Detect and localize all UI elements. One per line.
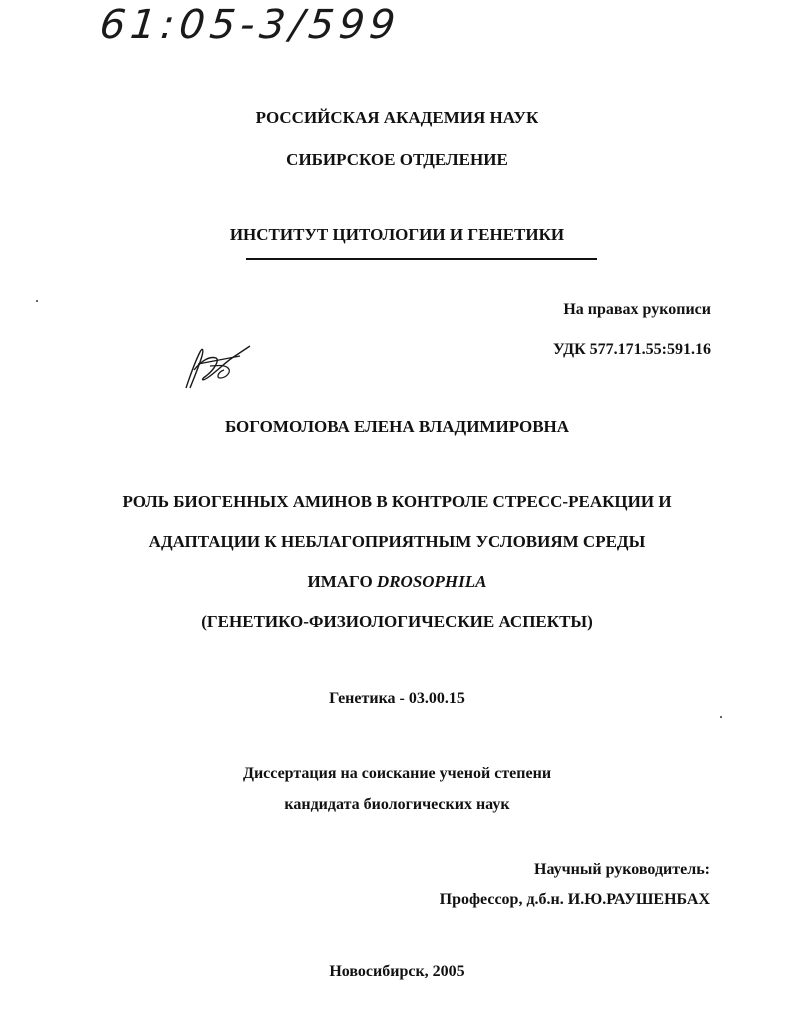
- archive-code-handwritten: 61:05-3/599: [97, 2, 403, 48]
- title-line-4: (ГЕНЕТИКО-ФИЗИОЛОГИЧЕСКИЕ АСПЕКТЫ): [201, 612, 593, 631]
- title-line-3-prefix: ИМАГО: [307, 572, 377, 591]
- scan-speck: [720, 716, 722, 718]
- institute-underline: [246, 258, 597, 260]
- udc-code: УДК 577.171.55:591.16: [552, 341, 711, 358]
- city-year: Новосибирск, 2005: [329, 963, 465, 980]
- degree-line-1: Диссертация на соискание ученой степени: [242, 765, 552, 782]
- supervisor-label: Научный руководитель:: [534, 861, 710, 878]
- title-line-2: АДАПТАЦИИ К НЕБЛАГОПРИЯТНЫМ УСЛОВИЯМ СРЕДЫ: [148, 532, 646, 551]
- scan-speck: [36, 300, 38, 302]
- supervisor-name: Профессор, д.б.н. И.Ю.РАУШЕНБАХ: [439, 891, 710, 908]
- title-line-1: РОЛЬ БИОГЕННЫХ АМИНОВ В КОНТРОЛЕ СТРЕСС-РЕАКЦИИ И: [122, 492, 672, 511]
- institute-name: ИНСТИТУТ ЦИТОЛОГИИ И ГЕНЕТИКИ: [229, 225, 565, 244]
- signature-icon: [180, 336, 256, 396]
- degree-line-2: кандидата биологических наук: [284, 796, 510, 813]
- title-line-3: [0, 572, 794, 592]
- branch-name: СИБИРСКОЕ ОТДЕЛЕНИЕ: [286, 150, 508, 169]
- rights-notice: На правах рукописи: [563, 301, 711, 318]
- title-line-3-species: DROSOPHILA: [376, 572, 487, 591]
- academy-name: РОССИЙСКАЯ АКАДЕМИЯ НАУК: [255, 108, 539, 127]
- author-name: БОГОМОЛОВА ЕЛЕНА ВЛАДИМИРОВНА: [224, 417, 570, 436]
- specialty: Генетика - 03.00.15: [329, 690, 465, 707]
